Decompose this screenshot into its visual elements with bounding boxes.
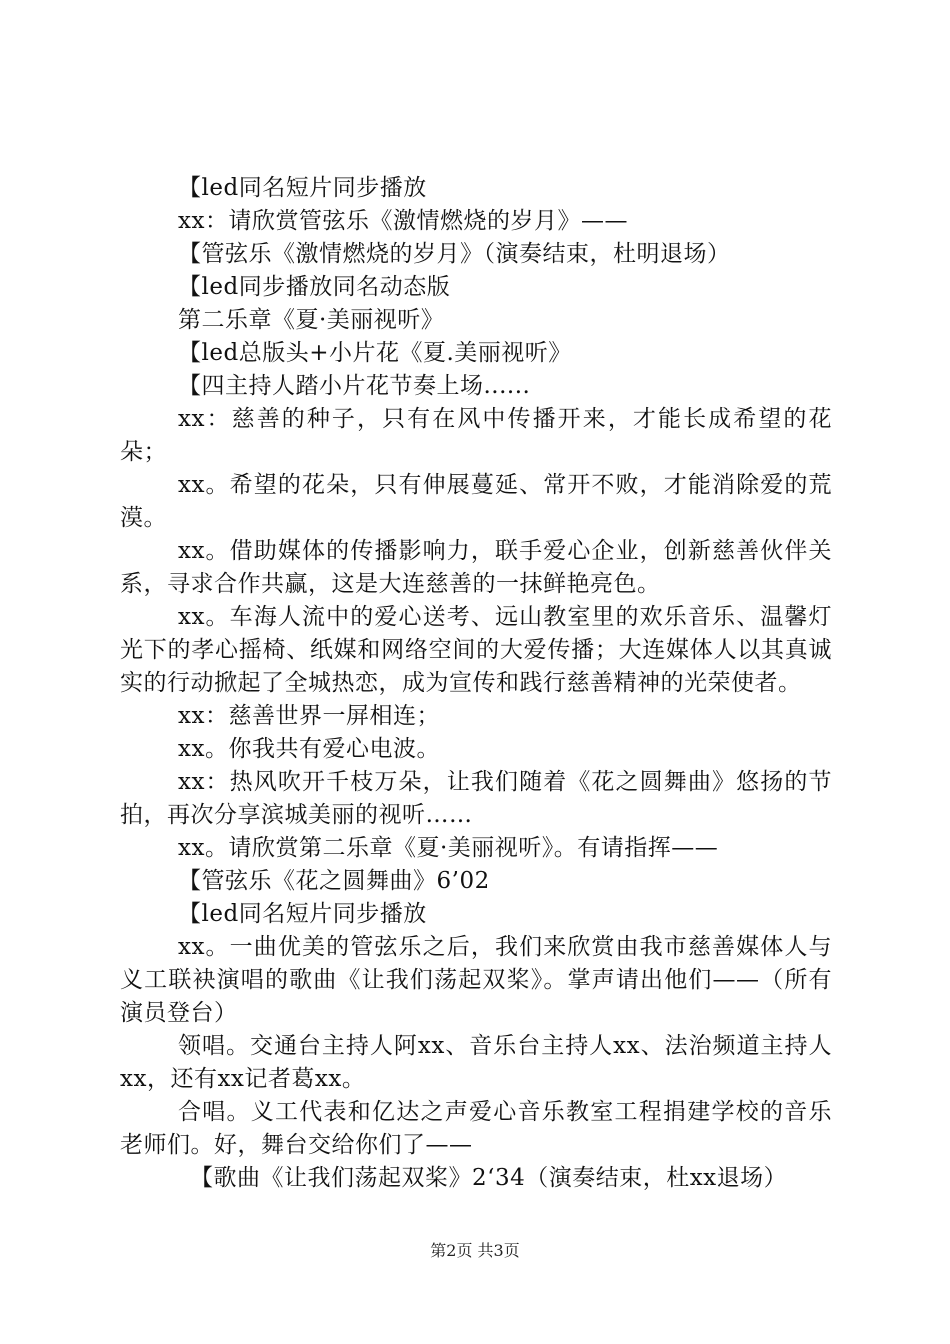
paragraph: xx。你我共有爱心电波。 (178, 736, 440, 762)
paragraph: xx。请欣赏第二乐章《夏·美丽视听》。有请指挥—— (178, 835, 719, 861)
paragraph: xx。希望的花朵，只有伸展蔓延、常开不败，才能消除爱的荒漠。 (120, 472, 832, 531)
paragraph: 【管弦乐《花之圆舞曲》6’02 (178, 868, 490, 894)
paragraph: 合唱。义工代表和亿达之声爱心音乐教室工程捐建学校的音乐老师们。好，舞台交给你们了—— (120, 1099, 832, 1158)
paragraph: 【led总版头+小片花《夏.美丽视听》 (178, 340, 572, 366)
paragraph: xx：慈善的种子，只有在风中传播开来，才能长成希望的花朵； (120, 406, 832, 465)
paragraph: xx：热风吹开千枝万朵，让我们随着《花之圆舞曲》悠扬的节拍，再次分享滨城美丽的视听…… (120, 769, 832, 828)
paragraph: 【led同步播放同名动态版 (178, 274, 451, 300)
paragraph: 第二乐章《夏·美丽视听》 (178, 307, 445, 333)
paragraph: xx：慈善世界一屏相连； (178, 703, 440, 729)
paragraph: 领唱。交通台主持人阿xx、音乐台主持人xx、法治频道主持人xx，还有xx记者葛xx。 (120, 1033, 832, 1092)
paragraph: 【led同名短片同步播放 (178, 901, 427, 927)
paragraph: xx。借助媒体的传播影响力，联手爱心企业，创新慈善伙伴关系，寻求合作共赢，这是大连慈善的一抹鲜艳亮色。 (120, 538, 832, 597)
document-body (120, 172, 832, 1195)
paragraph: xx。车海人流中的爱心送考、远山教室里的欢乐音乐、温馨灯光下的孝心摇椅、纸媒和网络空间的大爱传播；大连媒体人以其真诚实的行动掀起了全城热恋，成为宣传和践行慈善精神的光荣使者。 (120, 604, 832, 696)
paragraph: 【四主持人踏小片花节奏上场...... (178, 373, 531, 399)
page-number: 第2页 共3页 (430, 1241, 520, 1260)
paragraph: 【歌曲《让我们荡起双桨》2‘34（演奏结束，杜xx退场） (190, 1165, 788, 1191)
paragraph: 【led同名短片同步播放 (178, 175, 427, 201)
paragraph: xx。一曲优美的管弦乐之后，我们来欣赏由我市慈善媒体人与义工联袂演唱的歌曲《让我们荡起双桨》。掌声请出他们——（所有演员登台） (120, 934, 832, 1026)
paragraph: 【管弦乐《激情燃烧的岁月》（演奏结束，杜明退场） (178, 241, 731, 267)
paragraph: xx：请欣赏管弦乐《激情燃烧的岁月》—— (178, 208, 628, 234)
